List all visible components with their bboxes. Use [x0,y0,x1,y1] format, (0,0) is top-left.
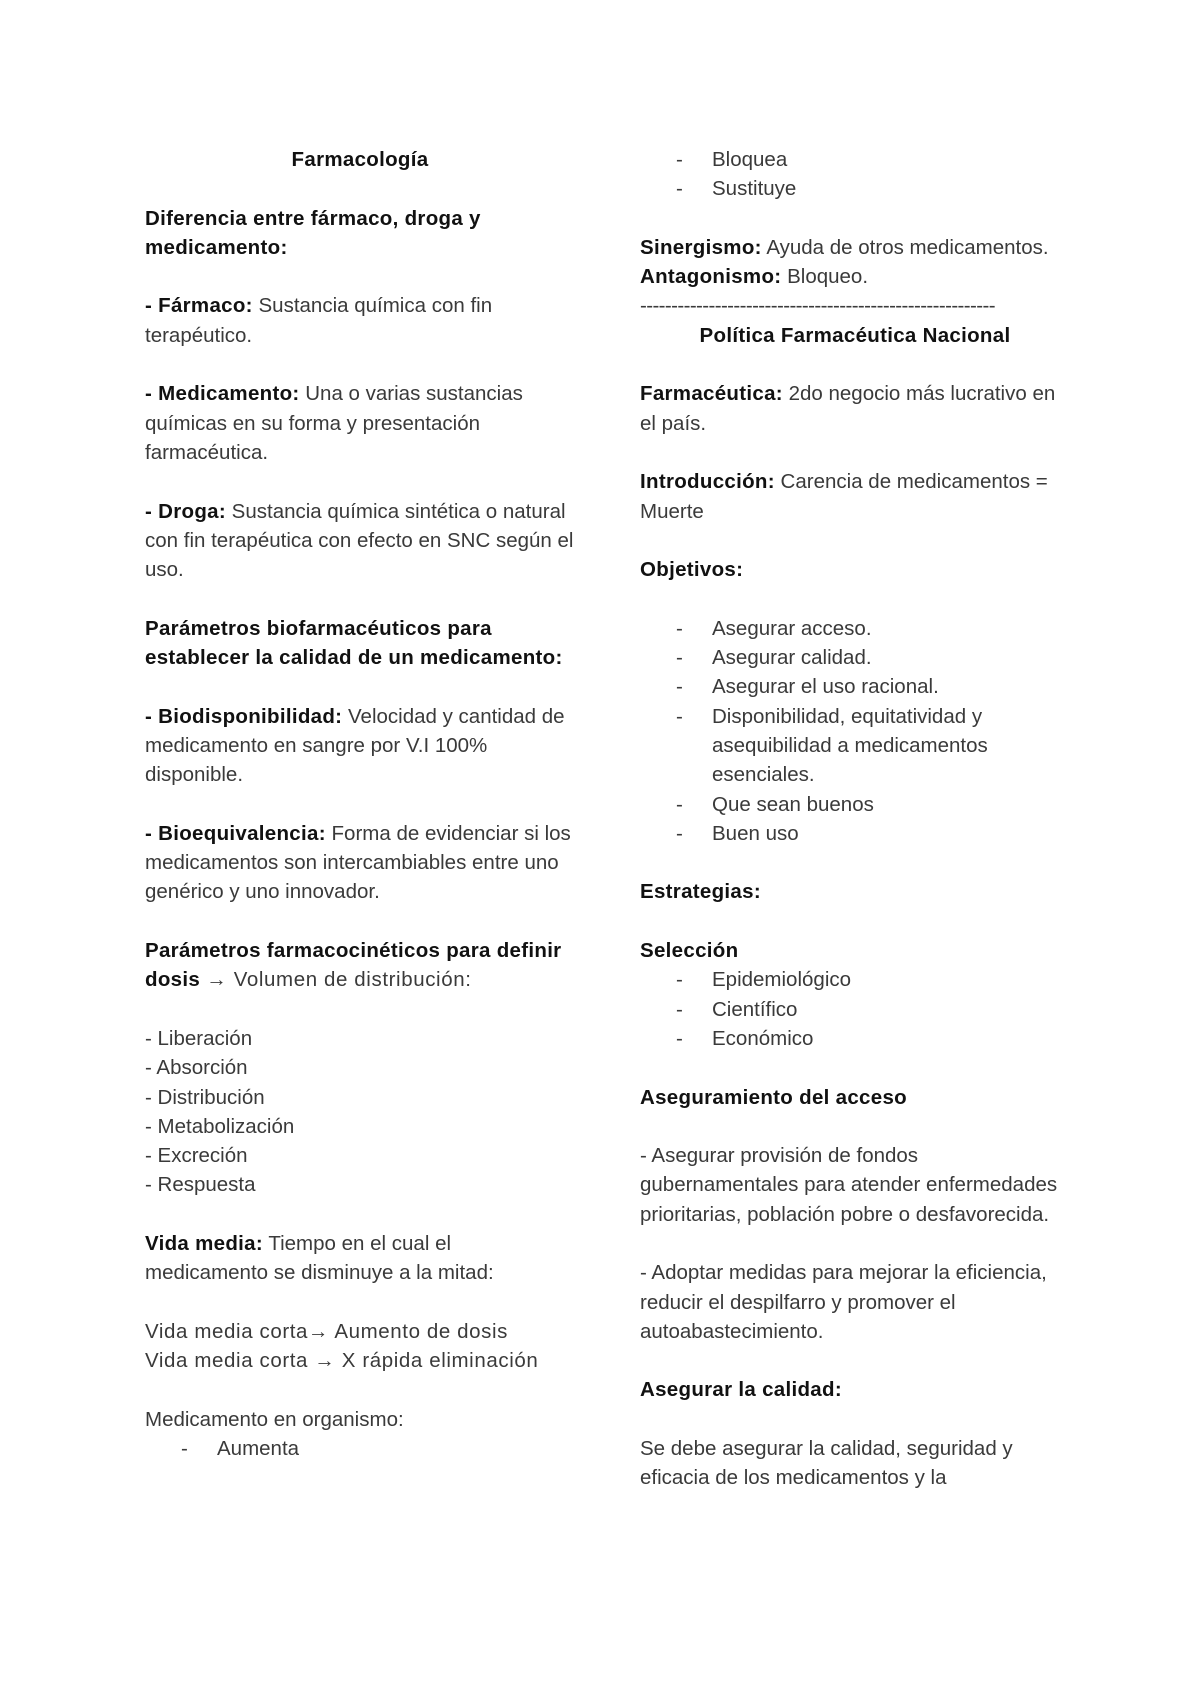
acceso-paragraph-2: - Adoptar medidas para mejorar la eficiencia, reducir el despilfarro y promover el autoabastecimiento. [640,1261,1047,1343]
pk-text: → Volumen de distribución: [200,968,472,992]
seleccion-list [640,965,1070,1053]
acceso-heading: Aseguramiento del acceso [640,1085,907,1109]
pk-list [145,1024,575,1200]
calidad-heading: Asegurar la calidad: [640,1378,842,1402]
list-item: - Sustituye [640,174,1070,203]
vida-media-line-2: Vida media corta → X rápida eliminación [145,1349,539,1373]
medicamento-definition [145,379,575,467]
section-divider: --------------------------------------------------------- [640,294,995,318]
droga-definition [145,497,575,585]
vida-media-label: Vida media: [145,1231,263,1255]
medicamento-label: - Medicamento: [145,382,300,406]
list-item: - Asegurar acceso. [640,614,1070,643]
farmaceutica-text: 2do negocio más lucrativo en el país. [640,382,1056,435]
difference-heading: Diferencia entre fármaco, droga y medicamento: [145,206,481,259]
pk-item: - Metabolización [145,1114,295,1138]
antagonismo-text: Bloqueo. [781,265,869,289]
bioequivalencia-label: - Bioequivalencia: [145,821,326,845]
organismo-heading: Medicamento en organismo: [145,1407,404,1431]
antagonismo-definition [640,262,1070,291]
biodisponibilidad-definition [145,702,575,790]
seleccion-heading: Selección [640,939,739,963]
pk-heading: Parámetros farmacocinéticos para definir dosis [145,939,562,992]
droga-label: - Droga: [145,499,226,523]
farmaceutica-definition [640,379,1070,438]
organismo-list [145,1434,575,1463]
list-item: - Epidemiológico [640,965,1070,994]
list-item: - Científico [640,995,1070,1024]
list-item: - Asegurar calidad. [640,643,1070,672]
antagonismo-label: Antagonismo: [640,265,782,289]
list-item: - Buen uso [640,819,1070,848]
introduccion-label: Introducción: [640,470,775,494]
objetivos-list [640,614,1070,848]
biofarm-heading: Parámetros biofarmacéuticos para establecer la calidad de un medicamento: [145,616,563,670]
list-item: - Disponibilidad, equitatividad y asequibilidad a medicamentos esenciales. [640,702,1070,790]
sinergismo-label: Sinergismo: [640,235,762,259]
estrategias-heading: Estrategias: [640,880,761,904]
biodisponibilidad-label: - Biodisponibilidad: [145,704,343,728]
medicamento-text: Una o varias sustancias químicas en su forma y presentación farmacéutica. [145,382,523,464]
bioequivalencia-text: Forma de evidenciar si los medicamentos son intercambiables entre uno genérico y uno innovador. [145,821,571,904]
pk-item: - Respuesta [145,1173,256,1197]
sinergismo-text: Ayuda de otros medicamentos. [761,235,1049,259]
list-item: - Asegurar el uso racional. [640,672,1070,701]
farmaco-text: Sustancia química con fin terapéutico. [145,294,493,347]
farmaceutica-label: Farmacéutica: [640,382,783,406]
vida-media-text: Tiempo en el cual el medicamento se disminuye a la mitad: [145,1231,494,1285]
continued-list [640,145,1070,204]
sinergismo-definition [640,233,1070,262]
list-item: - Bloquea [640,145,1070,174]
farmaco-definition [145,291,575,350]
pk-item: - Excreción [145,1144,248,1168]
droga-text: Sustancia química sintética o natural con fin terapéutica con efecto en SNC según el uso. [145,499,574,582]
farmaco-label: - Fármaco: [145,294,253,318]
right-column [640,145,1070,1493]
calidad-paragraph: Se debe asegurar la calidad, seguridad y eficacia de los medicamentos y la [640,1437,1013,1490]
introduccion-definition [640,467,1070,526]
vida-media-definition [145,1229,575,1288]
objetivos-heading: Objetivos: [640,558,744,582]
pk-item: - Liberación [145,1026,253,1050]
pk-item: - Distribución [145,1085,265,1109]
document-title: Farmacología [291,148,429,171]
list-item: - Aumenta [145,1434,575,1463]
acceso-paragraph-1: - Asegurar provisión de fondos gubernamentales para atender enfermedades prioritarias, población pobre o desfavorecida. [640,1144,1058,1226]
pk-paragraph [145,936,575,995]
politica-title: Política Farmacéutica Nacional [699,323,1011,347]
list-item: - Económico [640,1024,1070,1053]
list-item: - Que sean buenos [640,790,1070,819]
left-column [145,145,575,1463]
introduccion-text: Carencia de medicamentos = Muerte [640,470,1048,523]
vida-media-line-1: Vida media corta→ Aumento de dosis [145,1319,509,1343]
bioequivalencia-definition [145,819,575,907]
pk-item: - Absorción [145,1056,248,1080]
biodisponibilidad-text: Velocidad y cantidad de medicamento en sangre por V.I 100% disponible. [145,704,565,787]
